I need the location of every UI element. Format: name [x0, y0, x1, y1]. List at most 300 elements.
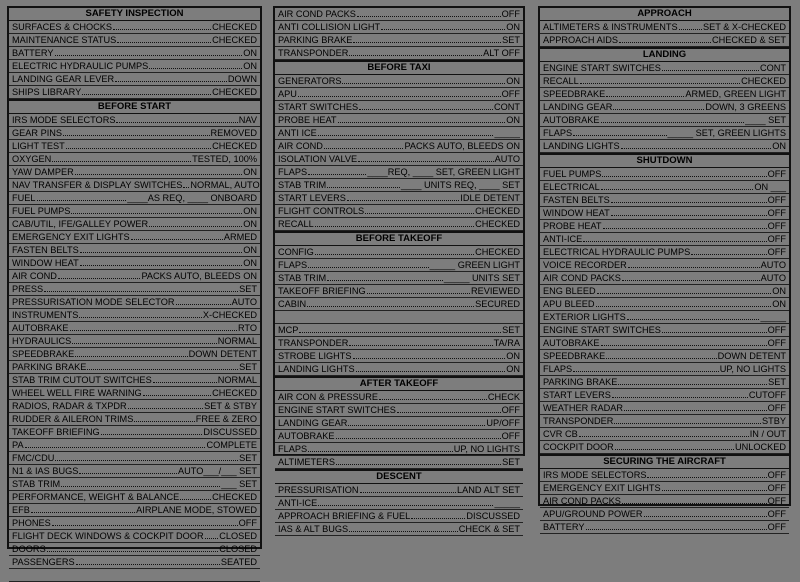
leader-dots	[342, 83, 505, 84]
checklist-item-label: APU BLEED	[543, 299, 595, 309]
checklist-row	[275, 34, 523, 47]
checklist-item-label: IAS & ALT BUGS	[278, 524, 349, 534]
checklist-row	[9, 60, 260, 73]
leader-dots	[327, 280, 443, 281]
checklist-item-label: LANDING LIGHTS	[543, 141, 620, 151]
checklist-item-value: SET	[239, 284, 257, 294]
checklist-row	[9, 387, 260, 400]
checklist-item-label: PRESSURISATION	[278, 485, 359, 495]
checklist-row	[275, 523, 523, 536]
leader-dots	[606, 358, 716, 359]
checklist-row	[540, 88, 789, 101]
checklist-row	[275, 21, 523, 34]
checklist-row	[540, 389, 789, 402]
leader-dots	[619, 42, 711, 43]
checklist-item-value: OFF	[767, 234, 786, 244]
checklist-item-label: AIR COND PACKS	[278, 9, 356, 19]
leader-dots	[583, 241, 766, 242]
checklist-item-label: AUTOBRAKE	[543, 338, 600, 348]
checklist-row	[275, 192, 523, 205]
checklist-item-value: SET & STBY	[204, 401, 257, 411]
checklist-row	[540, 181, 789, 194]
checklist-item-label: APPROACH BRIEFING & FUEL	[278, 511, 411, 521]
checklist-item-value: ____REQ, ____ SET, GREEN LIGHT	[367, 167, 520, 177]
section-continued-0	[275, 8, 523, 60]
checklist-item-value: AIRPLANE MODE, STOWED	[136, 505, 257, 515]
checklist-row	[540, 363, 789, 376]
leader-dots	[308, 267, 429, 268]
leader-dots	[367, 293, 470, 294]
checklist-item-label: ALTIMETERS	[278, 457, 336, 467]
leader-dots	[580, 83, 740, 84]
checklist-row	[275, 153, 523, 166]
checklist-row	[275, 101, 523, 114]
checklist-item-label: ISOLATION VALVE	[278, 154, 358, 164]
checklist-item-label: ANTI ICE	[278, 128, 317, 138]
checklist-row	[9, 34, 260, 47]
leader-dots	[324, 148, 404, 149]
leader-dots	[662, 70, 759, 71]
checklist-row	[275, 205, 523, 218]
checklist-row	[540, 376, 789, 389]
section-title: SHUTDOWN	[540, 153, 789, 168]
leader-dots	[611, 215, 767, 216]
leader-dots	[183, 187, 189, 188]
leader-dots	[397, 412, 501, 413]
checklist-item-label: START LEVERS	[278, 193, 346, 203]
leader-dots	[71, 213, 242, 214]
leader-dots	[180, 499, 211, 500]
leader-dots	[601, 345, 767, 346]
checklist-item-value: CLOSED	[219, 544, 257, 554]
leader-dots	[72, 343, 216, 344]
checklist-item-value: ON	[243, 258, 257, 268]
checklist-item-label: ELECTRICAL HYDRAULIC PUMPS	[543, 247, 691, 257]
checklist-item-label: BATTERY	[543, 522, 585, 532]
leader-dots	[349, 345, 492, 346]
checklist-item-value: NORMAL, AUTO	[190, 180, 260, 190]
leader-dots	[318, 135, 494, 136]
checklist-row	[9, 140, 260, 153]
checklist-item-value: AUTO	[231, 297, 257, 307]
checklist-item-label: FLAPS	[278, 167, 308, 177]
checklist-row	[540, 34, 789, 47]
checklist-item-value: _____	[494, 128, 520, 138]
checklist-item-label: ENGINE START SWITCHES	[543, 325, 661, 335]
checklist-item-value: UNLOCKED	[734, 442, 786, 452]
checklist-item-label: ANTI-ICE	[278, 498, 318, 508]
checklist-item-label: IRS MODE SELECTORS	[12, 115, 116, 125]
checklist-item-label: STAB TRIM	[278, 273, 327, 283]
checklist-row	[9, 127, 260, 140]
checklist-row	[9, 504, 260, 517]
checklist-row	[275, 127, 523, 140]
section-title: SECURING THE AIRCRAFT	[540, 454, 789, 469]
checklist-row	[540, 207, 789, 220]
checklist-row	[9, 47, 260, 60]
checklist-item-value: CHECKED	[212, 492, 257, 502]
section-landing	[540, 47, 789, 153]
checklist-row	[540, 521, 789, 534]
leader-dots	[58, 278, 141, 279]
checklist-item-label: STAB TRIM	[278, 180, 327, 190]
checklist-item-value: OFF	[501, 89, 520, 99]
leader-dots	[336, 464, 501, 465]
leader-dots	[662, 490, 767, 491]
leader-dots	[80, 265, 243, 266]
checklist-item-label: AUTOBRAKE	[12, 323, 69, 333]
leader-dots	[356, 371, 506, 372]
checklist-row	[540, 168, 789, 181]
checklist-item-label: GENERATORS	[278, 76, 342, 86]
leader-dots	[52, 525, 238, 526]
checklist-row	[9, 153, 260, 166]
checklist-item-value: SET	[239, 453, 257, 463]
checklist-row	[275, 285, 523, 298]
checklist-item-value: CONT	[759, 63, 786, 73]
checklist-item-label: PHONES	[12, 518, 51, 528]
leader-dots	[627, 319, 760, 320]
checklist-item-label: FLAPS	[543, 364, 573, 374]
checklist-item-label: FUEL	[12, 193, 36, 203]
checklist-item-label: ANTI-ICE	[543, 234, 583, 244]
checklist-item-value: REVIEWED	[470, 286, 520, 296]
leader-dots	[101, 434, 203, 435]
leader-dots	[308, 174, 366, 175]
checklist-item-label: AIR COND PACKS	[543, 273, 621, 283]
checklist-item-label: TAKEOFF BRIEFING	[12, 427, 100, 437]
checklist-row	[9, 257, 260, 270]
checklist-item-label: APU/GROUND POWER	[543, 509, 643, 519]
checklist-row	[9, 322, 260, 335]
leader-dots	[143, 395, 211, 396]
checklist-item-label: LIGHT TEST	[12, 141, 65, 151]
checklist-item-value: ____ UNITS REQ, ____ SET	[401, 180, 520, 190]
checklist-item-value: OFF	[767, 325, 786, 335]
checklist-item-label: ENGINE START SWITCHES	[543, 63, 661, 73]
checklist-item-label: EXTERIOR LIGHTS	[543, 312, 626, 322]
leader-dots	[349, 531, 458, 532]
section-safety-inspection	[9, 8, 260, 99]
leader-dots	[628, 267, 760, 268]
checklist-row	[9, 296, 260, 309]
checklist-row	[540, 272, 789, 285]
checklist-item-label: FASTEN BELTS	[12, 245, 79, 255]
checklist-item-label: FUEL PUMPS	[543, 169, 602, 179]
checklist-row	[540, 233, 789, 246]
checklist-item-label: N1 & IAS BUGS	[12, 466, 79, 476]
checklist-item-label: SHIPS LIBRARY	[12, 87, 82, 97]
checklist-item-label: INSTRUMENTS	[12, 310, 79, 320]
checklist-item-value: UP, NO LIGHTS	[453, 444, 520, 454]
section-title: BEFORE TAKEOFF	[275, 231, 523, 246]
checklist-item-value: SET	[768, 377, 786, 387]
checklist-item-label: CVR CB	[543, 429, 578, 439]
checklist-row	[540, 114, 789, 127]
checklist-item-label: APU	[278, 89, 297, 99]
checklist-row	[540, 324, 789, 337]
checklist-row	[9, 348, 260, 361]
checklist-row	[9, 218, 260, 231]
leader-dots	[621, 148, 772, 149]
checklist-item-value: SEATED	[220, 557, 257, 567]
checklist-item-value: OFF	[767, 403, 786, 413]
checklist-item-label: ENG BLEED	[543, 286, 596, 296]
section-approach	[540, 8, 789, 47]
checklist-item-value: TA/RA	[493, 338, 520, 348]
checklist-row	[275, 363, 523, 376]
checklist-item-value: CHECKED	[741, 76, 786, 86]
checklist-item-value: CUTOFF	[748, 390, 786, 400]
checklist-item-label: PROBE HEAT	[543, 221, 602, 231]
checklist-row	[275, 218, 523, 231]
leader-dots	[79, 317, 202, 318]
checklist-item-value: CHECK & SET	[458, 524, 520, 534]
checklist-item-value: OFF	[767, 522, 786, 532]
checklist-item-value: COMPLETE	[206, 440, 257, 450]
checklist-item-label: GEAR PINS	[12, 128, 63, 138]
checklist-row	[540, 21, 789, 34]
checklist-item-label: SPEEDBRAKE	[543, 351, 606, 361]
checklist-item-value: _____	[760, 312, 786, 322]
checklist-row	[540, 62, 789, 75]
leader-dots	[357, 16, 501, 17]
leader-dots	[299, 332, 501, 333]
checklist-item-value: IN / OUT	[749, 429, 786, 439]
checklist-item-label: START LEVERS	[543, 390, 611, 400]
section-shutdown	[540, 153, 789, 454]
checklist-item-label: ELECTRIC HYDRAULIC PUMPS	[12, 61, 149, 71]
checklist-item-label: LANDING GEAR	[278, 418, 348, 428]
checklist-item-value: STBY	[762, 416, 786, 426]
checklist-row	[540, 127, 789, 140]
checklist-item-value: UP/OFF	[486, 418, 520, 428]
checklist-item-value: ON	[506, 364, 520, 374]
checklist-row	[540, 101, 789, 114]
checklist-item-label: SURFACES & CHOCKS	[12, 22, 113, 32]
checklist-item-value: TESTED, 100%	[192, 154, 257, 164]
section-after-takeoff	[275, 376, 523, 469]
checklist-item-value: OFF	[767, 247, 786, 257]
checklist-item-label: MAINTENANCE STATUS	[12, 35, 117, 45]
leader-dots	[55, 460, 238, 461]
leader-dots	[614, 423, 761, 424]
checklist-item-label: IRS MODE SELECTORS	[543, 470, 647, 480]
checklist-item-value: RTO	[237, 323, 257, 333]
checklist-row	[9, 270, 260, 283]
checklist-item-label: SPEEDBRAKE	[12, 349, 75, 359]
checklist-row	[9, 517, 260, 530]
blank-row	[9, 569, 260, 582]
checklist-row	[9, 413, 260, 426]
section-before-taxi	[275, 60, 523, 231]
leader-dots	[66, 148, 211, 149]
checklist-item-label: AIR COND PACKS	[543, 496, 621, 506]
checklist-item-value: ON	[243, 206, 257, 216]
checklist-column-3	[538, 6, 791, 532]
leader-dots	[153, 382, 217, 383]
checklist-item-value: CHECKED	[212, 141, 257, 151]
checklist-item-value: DOWN DETENT	[717, 351, 786, 361]
checklist-item-label: PRESS	[12, 284, 44, 294]
checklist-item-label: RUDDER & AILERON TRIMS	[12, 414, 134, 424]
checklist-item-value: ____AS REQ, ____ ONBOARD	[127, 193, 257, 203]
checklist-item-label: FLAPS	[543, 128, 573, 138]
checklist-item-label: START SWITCHES	[278, 102, 359, 112]
checklist-item-value: OFF	[767, 470, 786, 480]
checklist-item-value: ON	[243, 245, 257, 255]
checklist-row	[9, 205, 260, 218]
checklist-row	[540, 194, 789, 207]
leader-dots	[365, 213, 474, 214]
checklist-item-value: OFF	[501, 405, 520, 415]
checklist-item-value: AUTO	[760, 273, 786, 283]
checklist-item-value: CHECK	[487, 392, 520, 402]
leader-dots	[358, 161, 494, 162]
leader-dots	[338, 122, 506, 123]
checklist-row	[9, 21, 260, 34]
checklist-row	[540, 469, 789, 482]
checklist-item-value: ON	[243, 48, 257, 58]
checklist-item-value: OFF	[767, 208, 786, 218]
checklist-item-value: DISCUSSED	[203, 427, 257, 437]
leader-dots	[624, 410, 767, 411]
leader-dots	[612, 397, 748, 398]
checklist-row	[9, 283, 260, 296]
leader-dots	[349, 55, 482, 56]
checklist-item-value: _____ GREEN LIGHT	[429, 260, 520, 270]
checklist-item-value: FREE & ZERO	[195, 414, 257, 424]
leader-dots	[573, 135, 666, 136]
leader-dots	[618, 384, 767, 385]
leader-dots	[579, 436, 749, 437]
leader-dots	[644, 516, 767, 517]
leader-dots	[622, 280, 760, 281]
checklist-row	[275, 246, 523, 259]
leader-dots	[307, 306, 474, 307]
checklist-item-label: PROBE HEAT	[278, 115, 337, 125]
leader-dots	[597, 293, 772, 294]
checklist-item-label: RADIOS, RADAR & TXPDR	[12, 401, 127, 411]
section-title: LANDING	[540, 47, 789, 62]
leader-dots	[82, 94, 211, 95]
leader-dots	[360, 492, 457, 493]
checklist-item-value: OFF	[238, 518, 257, 528]
checklist-item-label: RECALL	[278, 219, 314, 229]
checklist-item-value: ON	[243, 219, 257, 229]
leader-dots	[602, 176, 766, 177]
leader-dots	[308, 451, 453, 452]
checklist-item-label: PA	[12, 440, 24, 450]
leader-dots	[63, 135, 209, 136]
leader-dots	[315, 254, 474, 255]
checklist-row	[9, 530, 260, 543]
checklist-item-label: AIR COND	[278, 141, 323, 151]
leader-dots	[606, 96, 684, 97]
checklist-item-value: UP, NO LIGHTS	[719, 364, 786, 374]
checklist-row	[9, 231, 260, 244]
checklist-item-label: EMERGENCY EXIT LIGHTS	[543, 483, 661, 493]
checklist-row	[9, 73, 260, 86]
checklist-item-label: CAB/UTIL, IFE/GALLEY POWER	[12, 219, 149, 229]
leader-dots	[348, 425, 485, 426]
checklist-item-value: X-CHECKED	[202, 310, 257, 320]
checklist-row	[275, 88, 523, 101]
checklist-row	[275, 259, 523, 272]
checklist-item-value: AUTO	[760, 260, 786, 270]
checklist-item-label: TAKEOFF BRIEFING	[278, 286, 366, 296]
leader-dots	[70, 330, 237, 331]
leader-dots	[679, 29, 702, 30]
checklist-row	[540, 337, 789, 350]
checklist-item-label: PRESSURISATION MODE SELECTOR	[12, 297, 175, 307]
checklist-item-label: VOICE RECORDER	[543, 260, 627, 270]
leader-dots	[87, 369, 238, 370]
leader-dots	[353, 358, 506, 359]
checklist-item-value: ALT OFF	[483, 48, 520, 58]
leader-dots	[80, 252, 243, 253]
checklist-item-label: OXYGEN	[12, 154, 52, 164]
checklist-item-value: OFF	[767, 221, 786, 231]
checklist-row	[275, 179, 523, 192]
checklist-row	[275, 443, 523, 456]
checklist-item-label: AIR COND	[12, 271, 57, 281]
checklist-item-value: CHECKED	[212, 87, 257, 97]
checklist-row	[275, 272, 523, 285]
checklist-item-label: AUTOBRAKE	[543, 115, 600, 125]
checklist-row	[9, 309, 260, 322]
leader-dots	[573, 371, 719, 372]
checklist-row	[9, 166, 260, 179]
leader-dots	[596, 306, 772, 307]
checklist-row	[9, 361, 260, 374]
checklist-item-value: OFF	[767, 483, 786, 493]
checklist-row	[9, 400, 260, 413]
checklist-item-value: DOWN	[227, 74, 257, 84]
leader-dots	[79, 473, 177, 474]
checklist-row	[540, 259, 789, 272]
checklist-item-value: OFF	[767, 496, 786, 506]
checklist-item-label: ENGINE START SWITCHES	[278, 405, 396, 415]
checklist-item-label: PARKING BRAKE	[12, 362, 87, 372]
checklist-row	[275, 47, 523, 60]
checklist-row	[9, 452, 260, 465]
checklist-item-value: LAND ALT SET	[457, 485, 520, 495]
checklist-item-label: LANDING GEAR	[543, 102, 613, 112]
checklist-item-label: ANTI COLLISION LIGHT	[278, 22, 381, 32]
checklist-row	[275, 430, 523, 443]
leader-dots	[615, 449, 734, 450]
leader-dots	[347, 200, 459, 201]
leader-dots	[75, 356, 187, 357]
leader-dots	[662, 332, 767, 333]
checklist-row	[275, 140, 523, 153]
checklist-item-label: FLIGHT CONTROLS	[278, 206, 365, 216]
leader-dots	[359, 109, 493, 110]
checklist-item-value: CHECKED	[212, 388, 257, 398]
checklist-item-value: PACKS AUTO, BLEEDS ON	[404, 141, 520, 151]
leader-dots	[117, 42, 211, 43]
leader-dots	[613, 109, 704, 110]
checklist-item-label: CABIN	[278, 299, 307, 309]
checklist-item-label: TRANSPONDER	[543, 416, 614, 426]
leader-dots	[611, 202, 767, 203]
leader-dots	[411, 518, 465, 519]
checklist-item-value: ____ SET	[745, 115, 786, 125]
checklist-item-value: SET & X-CHECKED	[702, 22, 786, 32]
checklist-row	[9, 556, 260, 569]
section-title: AFTER TAKEOFF	[275, 376, 523, 391]
